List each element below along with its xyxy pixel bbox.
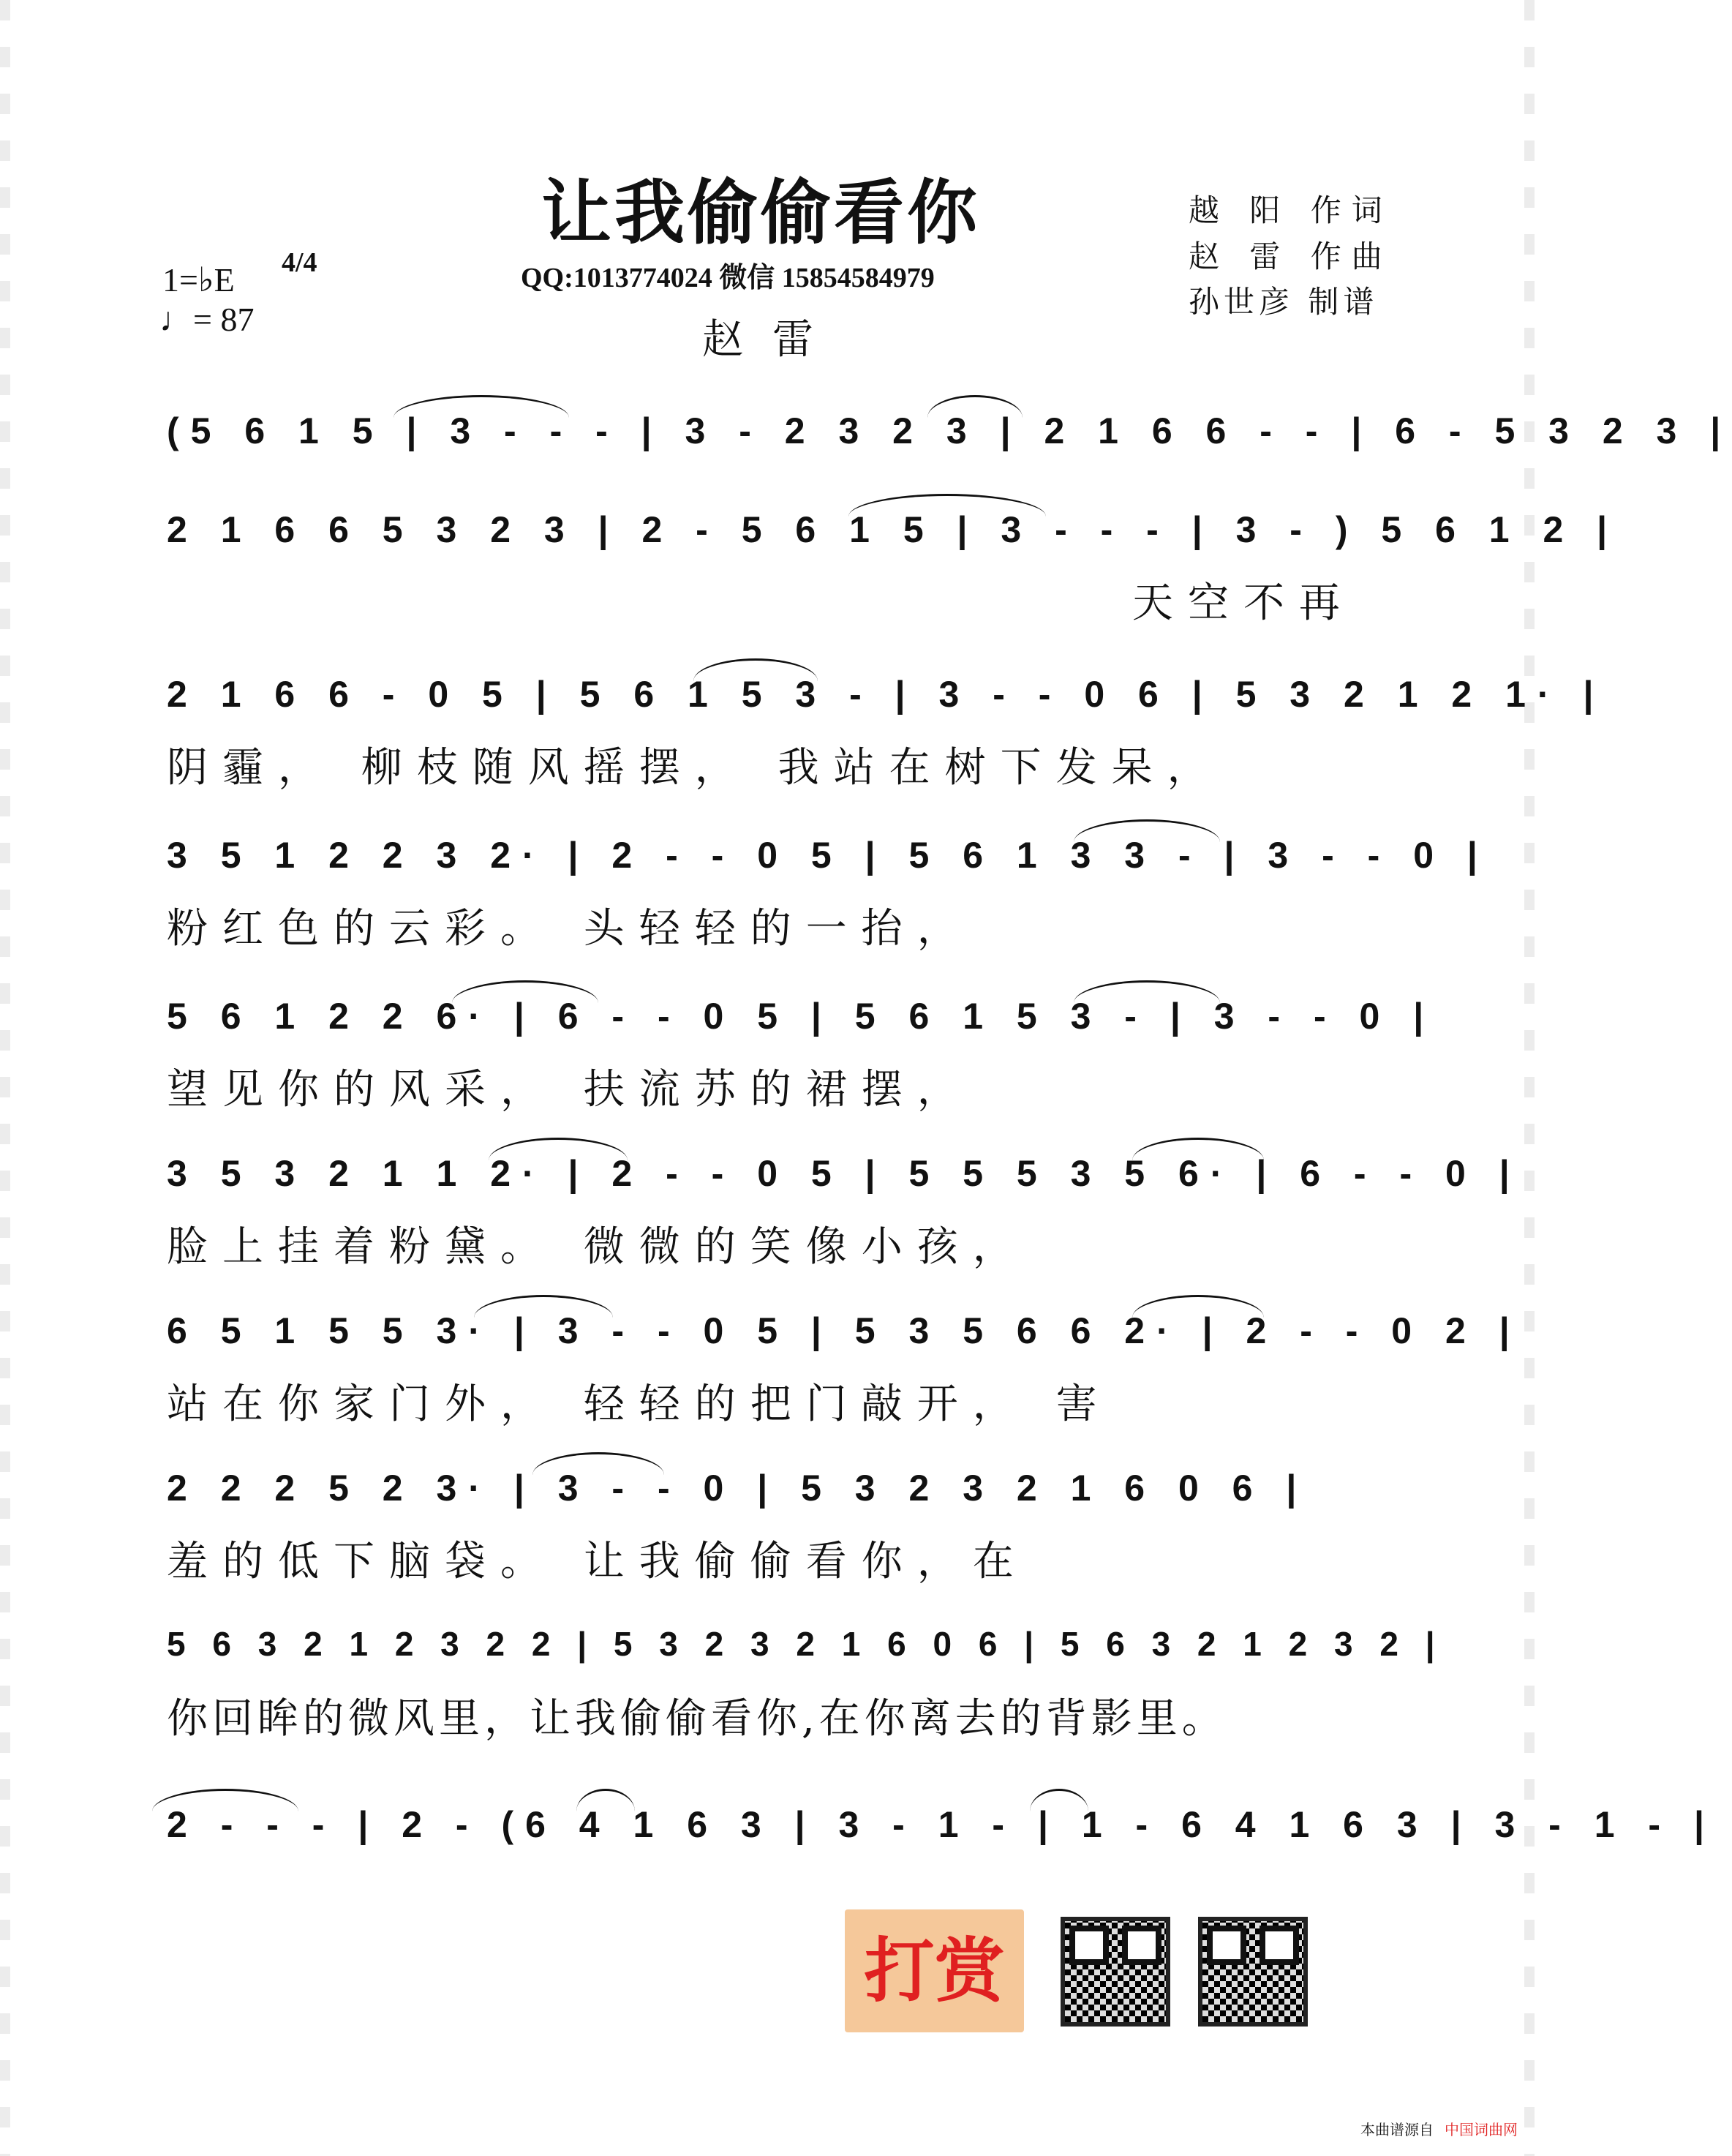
notes-line: 6 5 1 5 5 3· | 3 - - 0 5 | 5 3 5 6 6 2· | 2 - - 0 2 |	[167, 1310, 1521, 1351]
tie-mark	[1074, 819, 1220, 842]
score-row-10	[167, 1803, 1716, 1891]
notes-line: 2 1 6 6 - 0 5 | 5 6 1 5 3 - | 3 - - 0 6 | 5 3 2 1 2 1· |	[167, 674, 1605, 715]
lyrics-line: 脸上挂着粉黛。 微微的笑像小孩，	[167, 1223, 1028, 1271]
contact-info: QQ:1013774024 微信 15854584979	[521, 263, 935, 293]
lyrics-line: 站在你家门外， 轻轻的把门敲开， 害	[167, 1381, 1112, 1428]
lyrics-line: 羞的低下脑袋。 让我偷偷看你，在	[167, 1538, 1028, 1585]
reward-label: 打赏	[864, 1930, 1005, 2012]
score-row-8	[167, 1467, 1381, 1585]
singer-name: 赵雷	[702, 316, 843, 364]
tie-mark	[927, 395, 1023, 418]
tie-mark	[152, 1789, 298, 1811]
score-row-9	[167, 1624, 1444, 1743]
footer-source-label: 本曲谱源自	[1360, 2121, 1434, 2138]
score-row-1	[167, 410, 1732, 497]
score-row-3	[167, 673, 1605, 792]
tie-mark	[394, 395, 569, 418]
notes-line: (5 6 1 5 | 3 - - - | 3 - 2 3 2 3 | 2 1 6 6 - - | 6 - 5 3 2 3 |	[167, 410, 1732, 451]
wechat-qr-code	[1061, 1917, 1170, 2027]
notes-line: 2 2 2 5 2 3· | 3 - - 0 | 5 3 2 3 2 1 6 0 6 |	[167, 1468, 1309, 1509]
left-border-strip	[0, 0, 10, 2156]
tie-mark	[452, 980, 598, 1003]
reward-button[interactable]	[845, 1909, 1024, 2032]
lyrics-line: 天空不再	[1132, 579, 1355, 627]
tie-mark	[474, 1295, 613, 1318]
tie-mark	[1132, 1295, 1264, 1318]
notes-line: 3 5 3 2 1 1 2· | 2 - - 0 5 | 5 5 5 3 5 6· | 6 - - 0 |	[167, 1153, 1521, 1194]
lyrics-line: 阴霾， 柳枝随风摇摆， 我站在树下发呆，	[167, 744, 1223, 792]
tie-mark	[1132, 1138, 1264, 1160]
notes-line: 5 6 3 2 1 2 3 2 2 | 5 3 2 3 2 1 6 0 6 | 5 6 3 2 1 2 3 2 |	[167, 1625, 1444, 1663]
notes-line: 2 1 6 6 5 3 2 3 | 2 - 5 6 1 5 | 3 - - - | 3 - ) 5 6 1 2 |	[167, 509, 1619, 550]
lyrics-line: 粉红色的云彩。 头轻轻的一抬，	[167, 905, 973, 953]
score-row-4	[167, 834, 1489, 953]
score-row-6	[167, 1152, 1521, 1271]
lyrics-line: 望见你的风采， 扶流苏的裙摆，	[167, 1066, 973, 1113]
tie-mark	[576, 1789, 635, 1811]
lyricist-credit: 越 阳 作词	[1189, 192, 1393, 228]
tie-mark	[532, 1452, 664, 1475]
alipay-qr-code	[1198, 1917, 1308, 2027]
notes-line: 5 6 1 2 2 6· | 6 - - 0 5 | 5 6 1 5 3 - | 3 - - 0 |	[167, 996, 1436, 1037]
tie-mark	[693, 658, 818, 681]
notes-line: 2 - - - | 2 - (6 4 1 6 3 | 3 - 1 - | 1 - 6 4 1 6 3 | 3 - 1 - |	[167, 1804, 1716, 1845]
arranger-credit: 孙世彦 制谱	[1189, 284, 1379, 320]
time-signature: 4/4	[282, 247, 317, 278]
score-row-7	[167, 1310, 1521, 1428]
composer-credit: 赵 雷 作曲	[1189, 238, 1393, 274]
tie-mark	[489, 1138, 628, 1160]
key-signature: 1=♭E	[162, 261, 235, 298]
tie-mark	[1030, 1789, 1088, 1811]
tempo-marking: ♩= 87	[159, 301, 255, 338]
score-row-2	[167, 508, 1619, 627]
song-title: 让我偷偷看你	[541, 172, 980, 254]
lyrics-line: 你回眸的微风里，让我偷偷看你,在你离去的背影里。	[167, 1695, 1227, 1743]
footer-site-link[interactable]: 中国词曲网	[1445, 2121, 1518, 2138]
tie-mark	[1074, 980, 1220, 1003]
score-row-5	[167, 995, 1436, 1113]
notes-line: 3 5 1 2 2 3 2· | 2 - - 0 5 | 5 6 1 3 3 - | 3 - - 0 |	[167, 835, 1489, 876]
